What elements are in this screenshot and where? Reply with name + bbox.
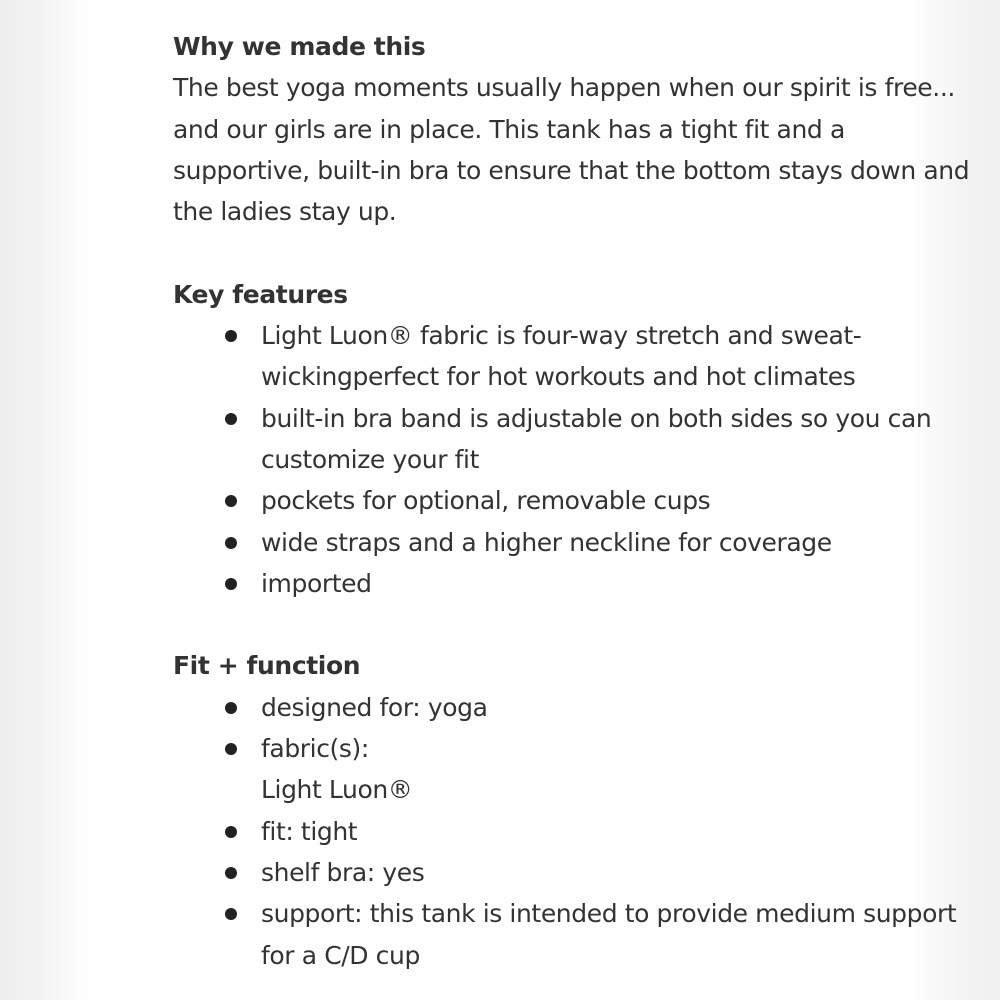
section-spacer [173, 232, 973, 273]
key-features-heading: Key features [173, 279, 348, 309]
bullet-icon [225, 537, 237, 549]
why-we-made-this-body: The best yoga moments usually happen when our spirit is free... and our girls are in place. This tank has a tight fit and a supportive, built-in bra to ensure that the bottom stays down and the ladies stay up. [173, 73, 970, 227]
bullet-icon [225, 495, 237, 507]
list-item-text: Light Luon® fabric is four-way stretch and sweat-wickingperfect for hot workouts and hot climates [261, 321, 862, 392]
list-item-text: built-in bra band is adjustable on both sides so you can customize your fit [261, 403, 932, 474]
list-item-text: support: this tank is intended to provide medium support for a C/D cup [261, 899, 957, 970]
list-item [173, 728, 973, 811]
list-item-text: fit: tight [261, 816, 358, 846]
list-item-text: pockets for optional, removable cups [261, 486, 711, 516]
bullet-icon [225, 826, 237, 838]
bullet-icon [225, 743, 237, 755]
list-item-text: shelf bra: yes [261, 857, 425, 887]
list-item [173, 315, 973, 398]
list-item [173, 398, 973, 481]
section-spacer [173, 604, 973, 645]
list-item-text: fabric(s): [261, 734, 369, 764]
bullet-icon [225, 413, 237, 425]
key-features-list [173, 315, 973, 604]
list-item-text: designed for: yoga [261, 692, 488, 722]
fit-function-list [173, 687, 973, 976]
why-we-made-this-heading: Why we made this [173, 32, 426, 61]
list-item [173, 893, 973, 976]
list-item [173, 811, 973, 852]
bullet-icon [225, 330, 237, 342]
bullet-icon [225, 867, 237, 879]
list-item-text: wide straps and a higher neckline for coverage [261, 527, 832, 557]
list-item-subtext: Light Luon® [261, 775, 413, 805]
list-item [173, 563, 973, 604]
bullet-icon [225, 702, 237, 714]
product-description-panel [89, 0, 970, 1000]
list-item [173, 852, 973, 893]
bullet-icon [225, 908, 237, 920]
list-item [173, 480, 973, 521]
list-item [173, 687, 973, 728]
bullet-icon [225, 578, 237, 590]
fit-function-heading: Fit + function [173, 651, 361, 681]
list-item [173, 522, 973, 563]
list-item-text: imported [261, 568, 372, 598]
product-description-content [173, 26, 973, 976]
